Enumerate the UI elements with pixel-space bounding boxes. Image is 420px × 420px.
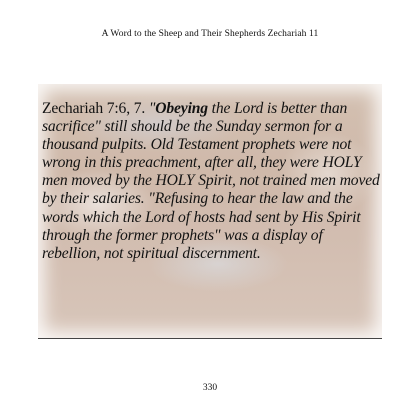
emphasis-word: Obeying	[155, 100, 208, 117]
running-header: A Word to the Sheep and Their Shepherds Zechariah 11	[101, 29, 319, 39]
illustrated-text-plate	[38, 84, 382, 338]
bottom-rule	[38, 338, 382, 339]
page-number: 330	[202, 383, 218, 393]
quote-open-mark: "	[148, 100, 156, 117]
passage-reference: Zechariah 7:6, 7.	[42, 100, 146, 117]
passage-body: the Lord is better than sacrifice" still should be the Sunday sermon for a thousand pulpits. Old Testament prophets were not wrong in this preachment, after all, they were HOLY men moved by the HOLY Spirit, not trained men moved by their salaries. "Refusing to hear the law and the words which the Lord of hosts had sent by His Spirit through the former prophets" was a display of rebellion, not spiritual discernment.	[42, 100, 380, 262]
passage-paragraph	[42, 100, 382, 263]
passage-text	[42, 100, 382, 263]
